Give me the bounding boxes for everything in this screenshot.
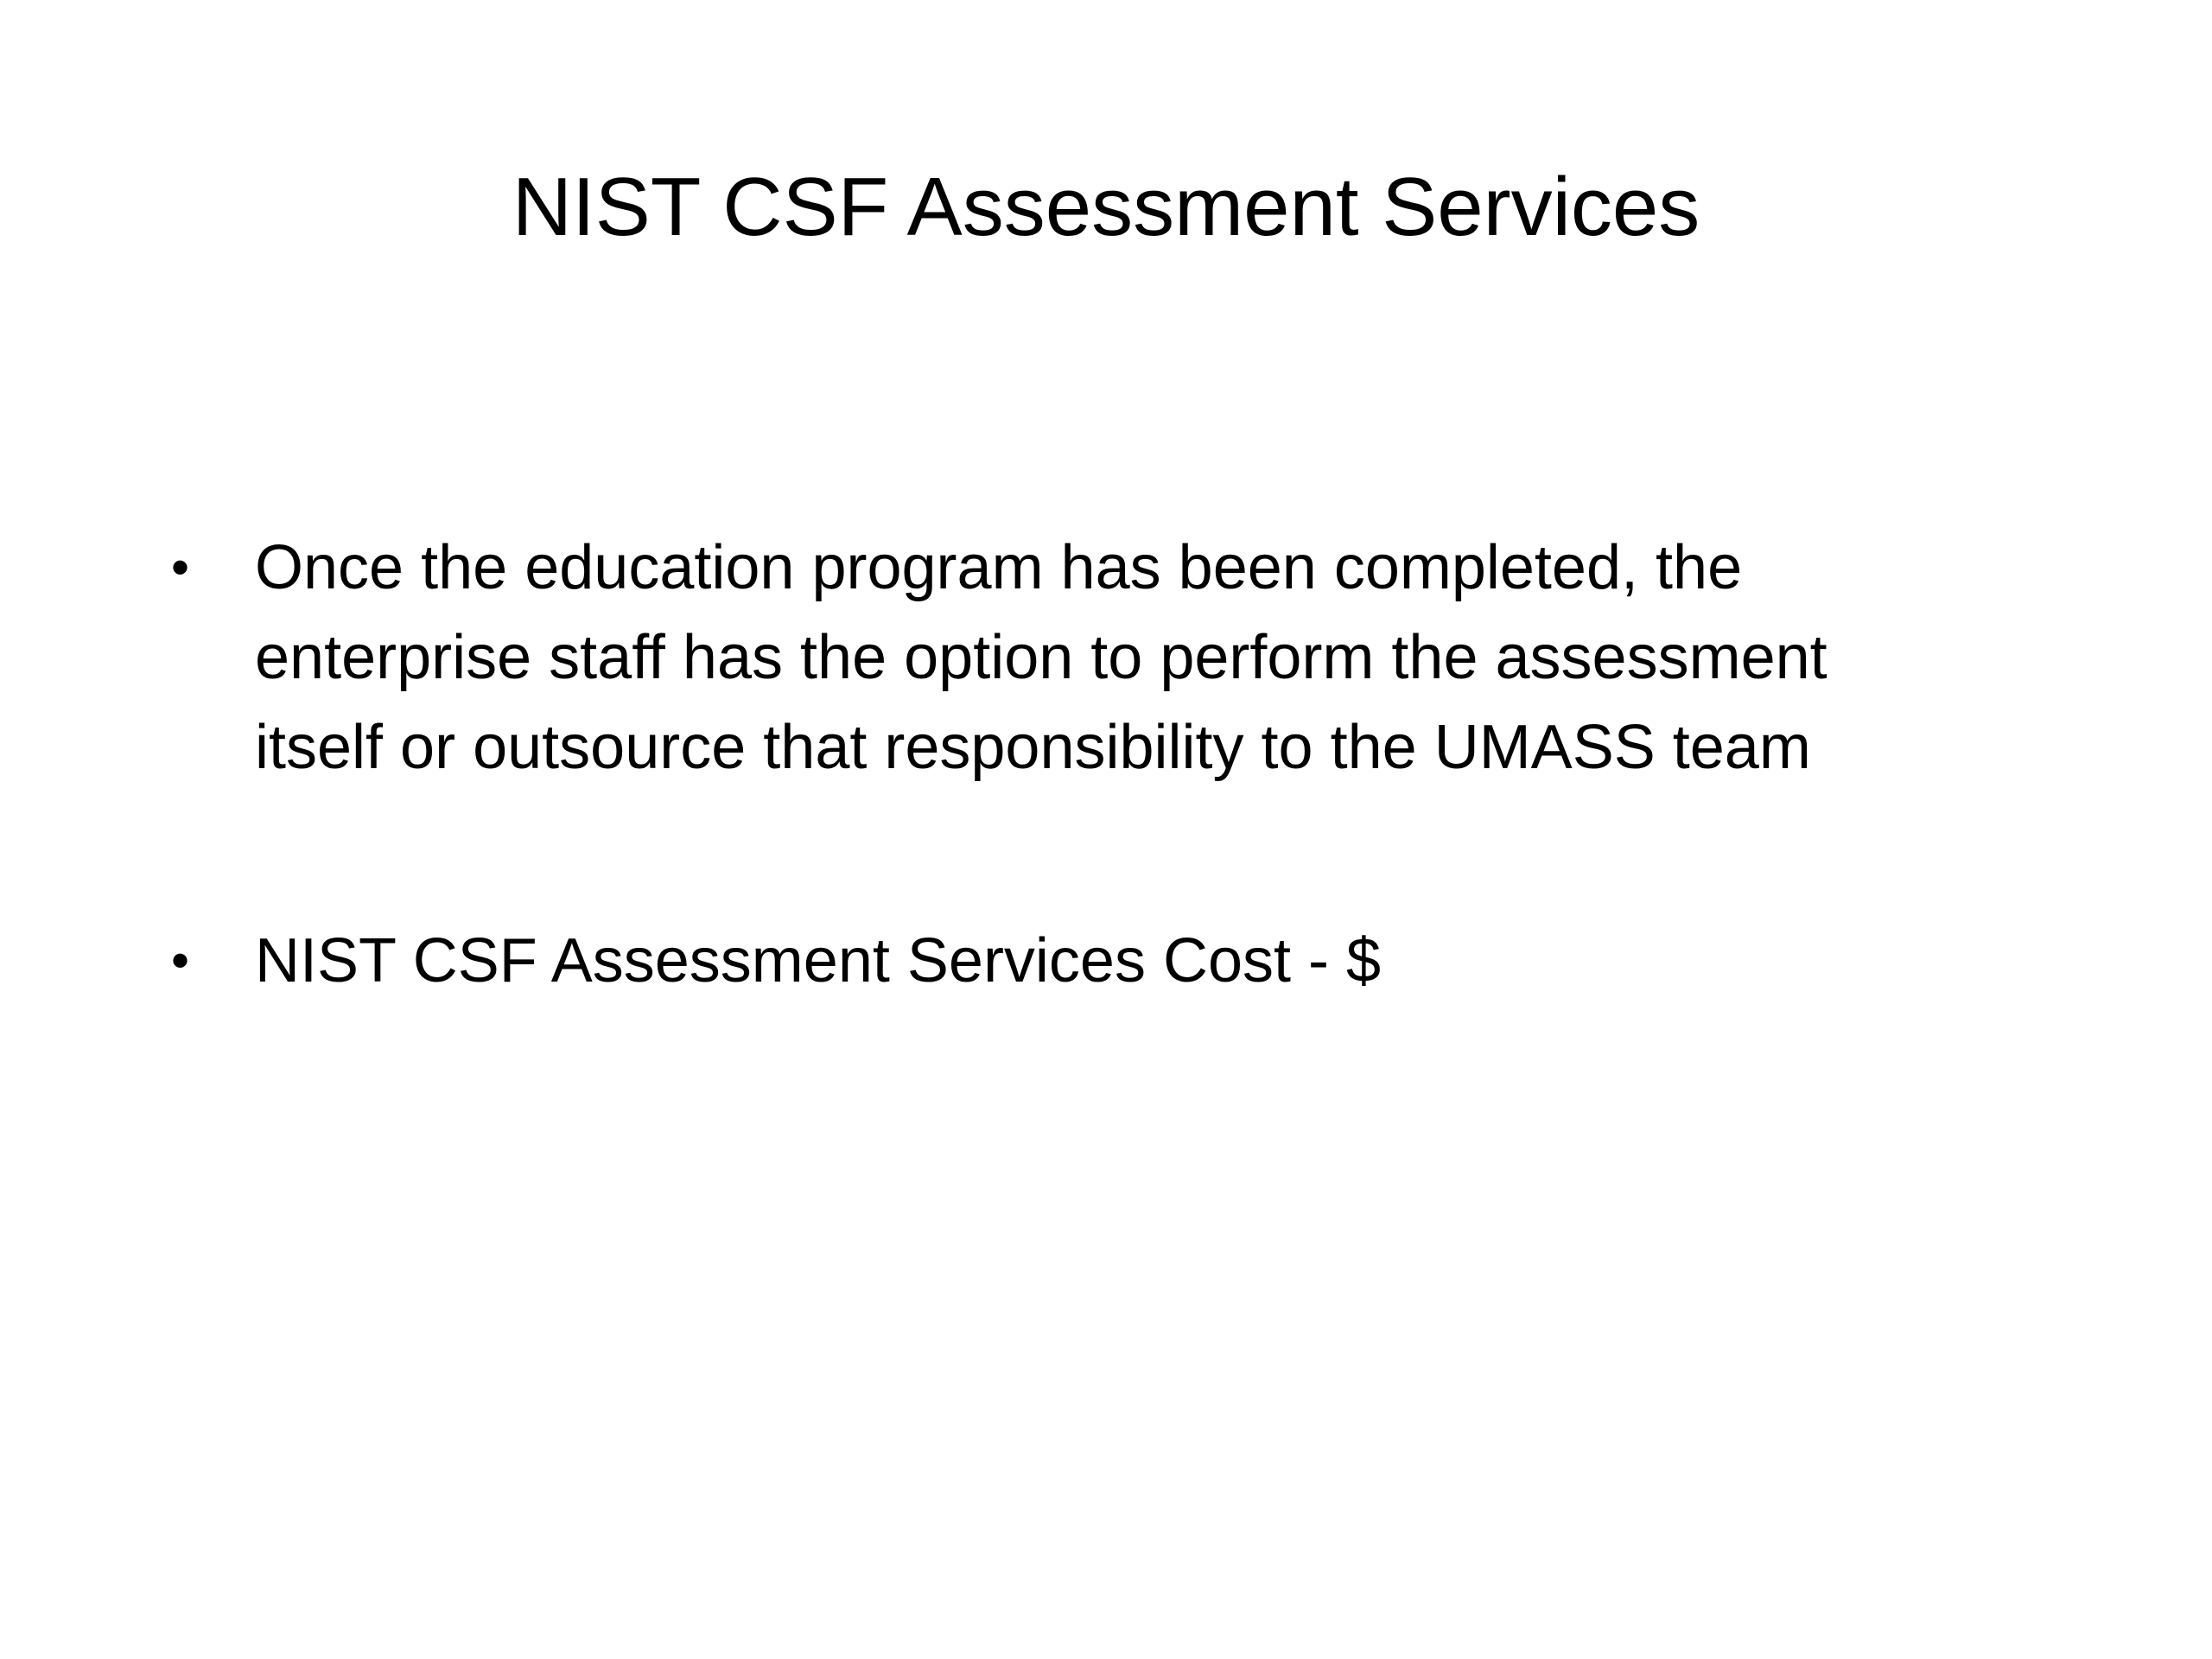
bullet-text-line: Once the education program has been completed, the [255, 533, 1743, 602]
slide-title: NIST CSF Assessment Services [512, 161, 1700, 253]
bullet-item-assessment-option [164, 523, 2065, 792]
bullet-dot-icon: • [171, 538, 190, 596]
bullet-dot-icon: • [171, 931, 190, 989]
bullet-text-line: NIST CSF Assessment Services Cost - $ [255, 926, 1382, 995]
bullet-list [164, 523, 2065, 1006]
bullet-text-line: enterprise staff has the option to perform the assessment [255, 623, 1827, 692]
bullet-text-line: itself or outsource that responsibility to the UMASS team [255, 713, 1811, 782]
bullet-item-cost [164, 916, 2065, 1006]
